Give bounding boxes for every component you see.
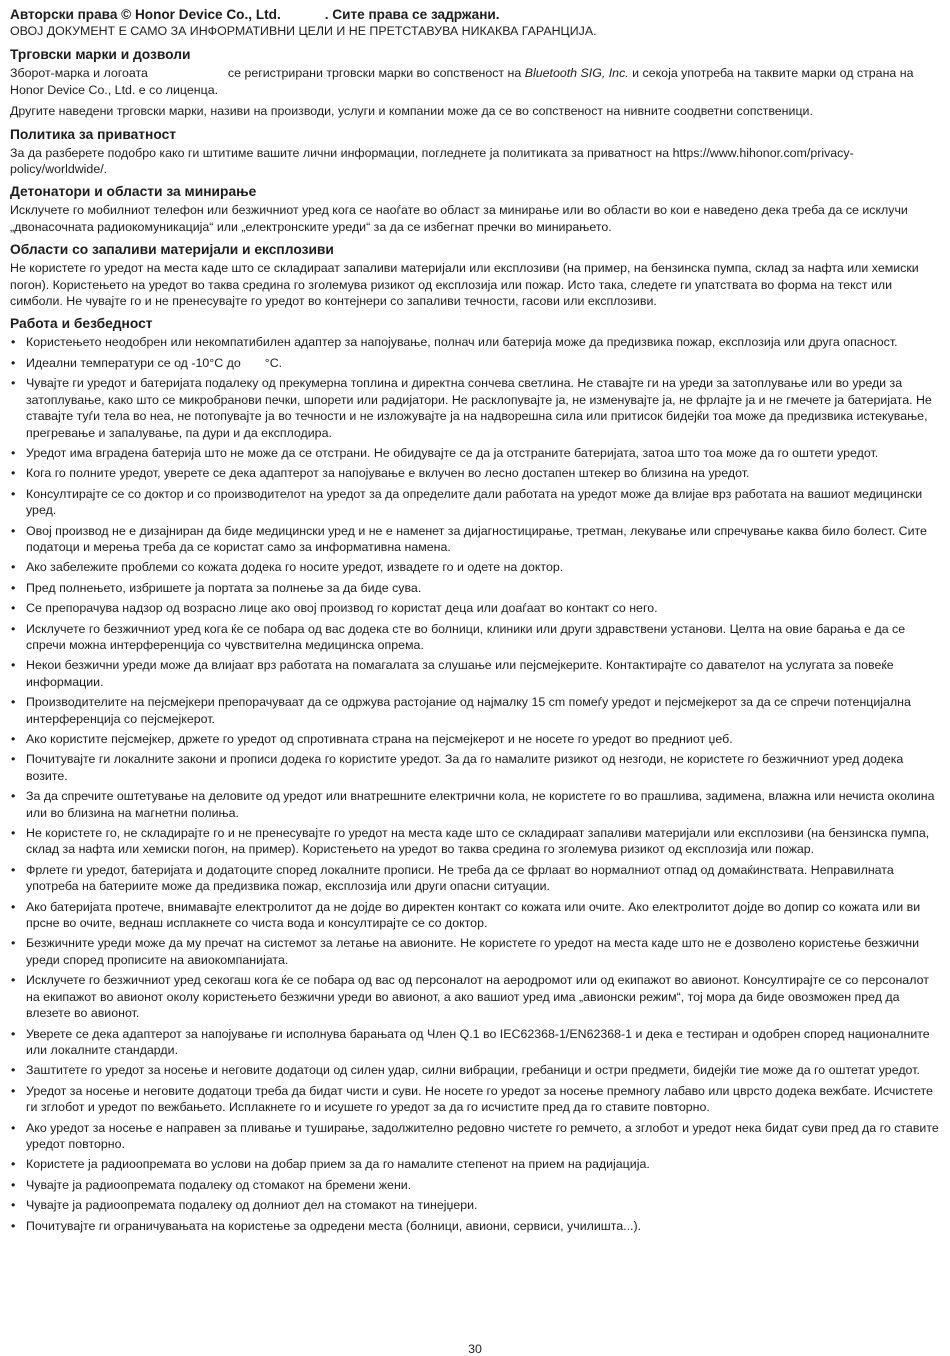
safety-item: • Користењето неодобрен или некомпатибилен адаптер за напојување, полнач или батерија може да предизвика пожар, експлозија или друга опасност. — [10, 334, 942, 350]
safety-item: • Производителите на пејсмејкери препорачуваат да се одржува растојание од најмалку 15 cm помеѓу уредот и пејсмејкерот за да се спречи потенцијална интерференција со пејсмејкерот. — [10, 694, 942, 727]
safety-item-temperature — [10, 355, 942, 371]
safety-item: • Консултирајте се со доктор и со производителот на уредот за да определите дали работата на уредот може да влијае врз работата на вашиот медицински уред. — [10, 486, 942, 519]
privacy-paragraph: За да разберете подобро како ги штитиме вашите лични информации, погледнете ја политиката за приватност на https://www.hihonor.com/privacy-policy/worldwide/. — [10, 145, 854, 177]
safety-item: • Се препорачува надзор од возрасно лице ако овој производ го користат деца или доаѓаат во контакт со него. — [10, 600, 942, 616]
flammable-paragraph: Не користете го уредот на места каде што се складираат запаливи материјали или експлозиви (на пример, на бензинска пумпа, склад за нафта или хемиски погон). Користењето на уредот во таква средина го зголемува ризикот од експлозија или пожар. Исто така, следете ги упатствата во форма на текст или симболи. Не чувајте го и не пренесувајте го уредот во контејнери со запаливи течности, гасови или експлозиви. — [10, 261, 919, 309]
safety-item: • За да спречите оштетување на деловите од уредот или внатрешните електрични кола, не користете го во прашлива, задимена, влажна или нечиста околина или во близина на магнетни полиња. — [10, 788, 942, 821]
trademarks-p1-end: и секоја употреба на таквите марки од страна на Honor Device Co., Ltd. е со лиценца. — [10, 66, 914, 97]
safety-item: • Не користете го, не складирајте го и не пренесувајте го уредот на места каде што се складираат запаливи материјали или експлозиви (на бензинска пумпа, склад за нафта или хемиски погон, на пример). Користењето на уредот во таква средина го зголемува ризикот од експлозија или пожар. — [10, 825, 942, 858]
safety-item: • Уверете се дека адаптерот за напојување ги исполнува барањата од Член Q.1 во IEC62368-1/EN62368-1 и дека е тестиран и одобрен според националните или локалните стандарди. — [10, 1026, 942, 1059]
temperature-text-end: °C. — [264, 355, 283, 370]
safety-list — [10, 334, 942, 1234]
trademarks-paragraph-1 — [10, 65, 942, 98]
safety-item: • Ако уредот за носење е направен за пливање и туширање, задолжително редовно чистете го ремчето, а зглобот и уредот нека бидат суви пред да го ставите уредот повторно. — [10, 1120, 942, 1153]
safety-heading: Работа и безбедност — [10, 316, 153, 332]
flammable-heading: Области со запаливи материјали и експлозиви — [10, 242, 334, 258]
copyright-owner: Авторски права © Honor Device Co., Ltd. — [10, 7, 281, 22]
safety-item: • Пред полнењето, избришете ја портата за полнење за да биде сува. — [10, 580, 942, 596]
trademarks-paragraph-2: Другите наведени трговски марки, називи на производи, услуги и компании може да се во сопственост на нивните соодветни сопственици. — [10, 104, 813, 119]
safety-item: • Фрлете ги уредот, батеријата и додатоците според локалните прописи. Не треба да се фрлаат во нормалниот отпад од домаќинствата. Неправилната употреба на батериите може да предизвика пожар, експлозија или други опасни ситуации. — [10, 862, 942, 895]
safety-item: • Заштитете го уредот за носење и неговите додатоци од силен удар, силни вибрации, гребаници и остри предмети, бидејќи тие може да го оштетат уредот. — [10, 1062, 942, 1078]
safety-item: • Некои безжични уреди може да влијаат врз работата на помагалата за слушање или пејсмејкерите. Контактирајте со давателот на услугата за повеќе информации. — [10, 657, 942, 690]
temperature-text-start: Идеални температури се од -10°C до — [26, 355, 241, 370]
safety-item: • Кога го полните уредот, уверете се дека адаптерот за напојување е вклучен во лесно достапен штекер во близина на уредот. — [10, 465, 942, 481]
safety-item: • Чувајте ги уредот и батеријата подалеку од прекумерна топлина и директна сончева светлина. Не ставајте ги на уреди за затоплување или во уреди за затоплување, како што се микробранови печки, шпорети или радијатори. Не расклопувајте ја, не изменувајте ја, не фрлајте ја и не гмечете ја батеријата. Не ставајте туѓи тела во неа, не потопувајте ја во течности и не изложувајте ја на надворешна сила или притисок бидејќи тоа може да предизвика истекување, прегревање и запалување, па дури и да експлодира. — [10, 375, 942, 441]
document-page — [10, 6, 942, 1238]
detonators-heading: Детонатори и области за минирање — [10, 184, 257, 200]
page-number: 30 — [468, 1342, 482, 1356]
safety-item: • Чувајте ја радиоопремата подалеку од стомакот на бремени жени. — [10, 1177, 942, 1193]
safety-item: • Исклучете го безжичниот уред кога ќе се побара од вас додека сте во болници, клиники или други здравствени установи. Целта на овие барања е да се спречи можна интерференција со чувствителна медицинска опрема. — [10, 621, 942, 654]
trademarks-p1-mid: се регистрирани трговски марки во сопственост на — [227, 66, 525, 81]
safety-item: • Безжичните уреди може да му пречат на системот за летање на авионите. Не користете го уредот на места каде што не е дозволено користење безжични уреди според прописите на авиокомпанијата. — [10, 935, 942, 968]
disclaimer: ОВОЈ ДОКУМЕНТ Е САМО ЗА ИНФОРМАТИВНИ ЦЕЛИ И НЕ ПРЕТСТАВУВА НИКАКВА ГАРАНЦИЈА. — [10, 24, 597, 38]
bluetooth-sig-name: Bluetooth SIG, Inc. — [524, 66, 629, 81]
safety-item: • Користете ја радиоопремата во услови на добар прием за да го намалите степенот на прием на радијација. — [10, 1156, 942, 1172]
trademarks-heading: Трговски марки и дозволи — [10, 47, 191, 63]
safety-item: • Почитувајте ги ограничувањата на користење за одредени места (болници, авиони, сервиси, училишта...). — [10, 1218, 942, 1234]
safety-item: • Овој производ не е дизајниран да биде медицински уред и не е наменет за дијагностицирање, третман, лекување или спречување каква било болест. Сите податоци и мерења треба да се користат само за информативна намена. — [10, 523, 942, 556]
safety-item: • Почитувајте ги локалните закони и прописи додека го користите уредот. За да го намалите ризикот од незгоди, не користете го безжичниот уред додека возите. — [10, 751, 942, 784]
safety-item: • Ако користите пејсмејкер, држете го уредот од спротивната страна на пејсмејкерот и не носете го уредот во предниот џеб. — [10, 731, 942, 747]
safety-item: • Уредот за носење и неговите додатоци треба да бидат чисти и суви. Не носете го уредот за носење премногу лабаво или цврсто додека вежбате. Исчистете ги зглобот и уредот по вежбањето. Исплакнете го и исушете го уредот за да го исчистите пред да го ставите повторно. — [10, 1083, 942, 1116]
privacy-heading: Политика за приватност — [10, 126, 177, 142]
trademarks-p1-start: Зборот-марка и логоата — [10, 66, 148, 81]
copyright-line — [10, 6, 942, 23]
safety-item: • Ако батеријата протече, внимавајте електролитот да не дојде во директен контакт со кожата или очите. Ако електролитот дојде во допир со кожата или ви прсне во очите, веднаш исплакнете со чиста вода и консултирајте се со доктор. — [10, 899, 942, 932]
safety-item: • Чувајте ја радиоопремата подалеку од долниот дел на стомакот на тинејџери. — [10, 1197, 942, 1213]
safety-item: • Уредот има вградена батерија што не може да се отстрани. Не обидувајте се да ја отстраните батеријата, затоа што тоа може да го оштети уредот. — [10, 445, 942, 461]
safety-item: • Ако забележите проблеми со кожата додека го носите уредот, извадете го и одете на доктор. — [10, 559, 942, 575]
safety-item: • Исклучете го безжичниот уред секогаш кога ќе се побара од вас од персоналот на аеродромот или од екипажот во авионот. Консултирајте се со персоналот на екипажот во авионот околу користењето безжични уреди во авионот, а ако вашиот уред има „авионски режим“, тој мора да биде овозможен пред да влезете во авионот. — [10, 972, 942, 1021]
copyright-rights: . Сите права се задржани. — [324, 7, 500, 22]
detonators-paragraph: Исклучете го мобилниот телефон или безжичниот уред кога се наоѓате во област за минирање или во области во кои е наведено дека треба да се исклучи „двонасочната радиокомуникација“ или „електронските уреди“ за да се избегнат пречки во минирањето. — [10, 203, 908, 234]
